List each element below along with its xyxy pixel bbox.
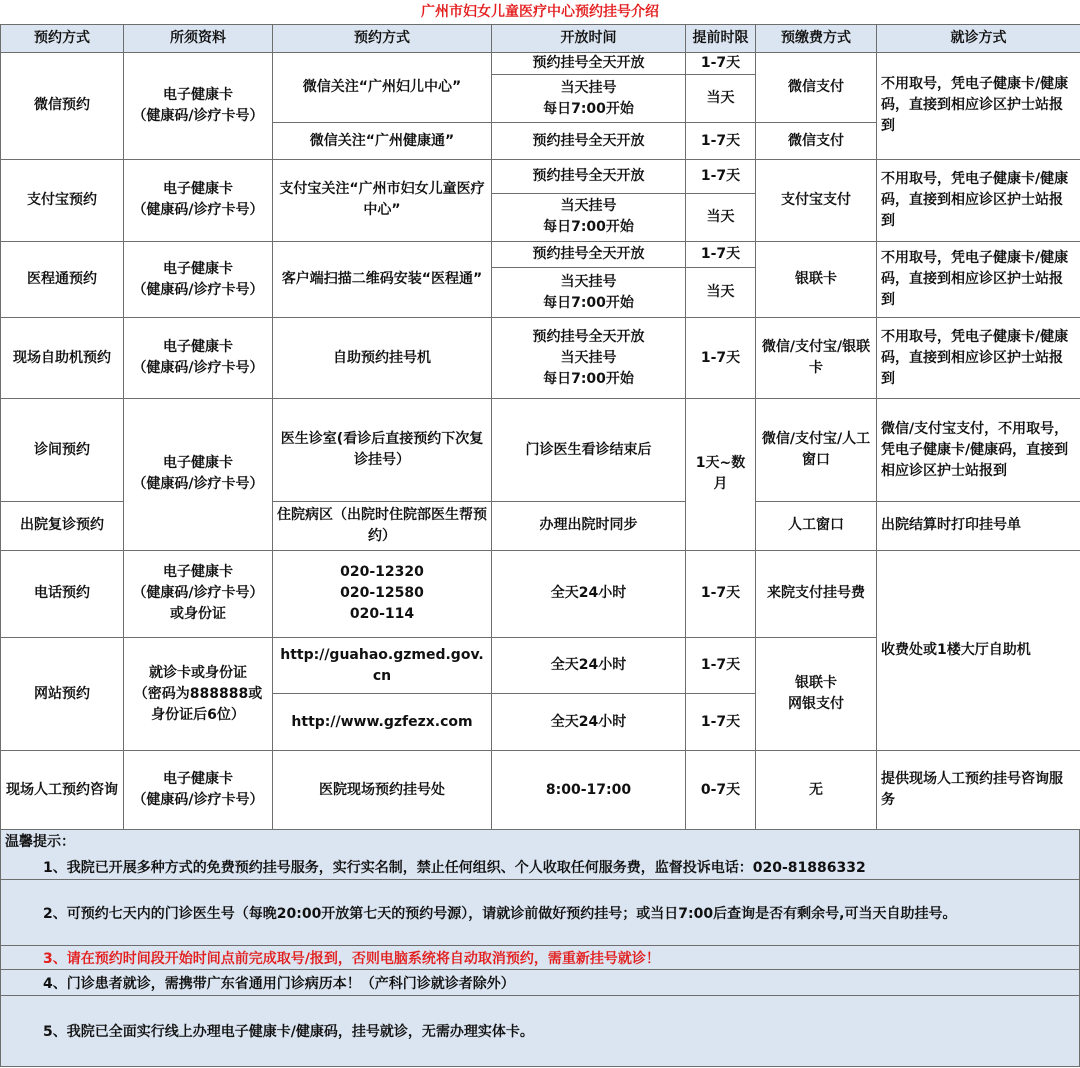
- channel-cell[interactable]: [273, 694, 492, 751]
- open-time-cell: 门诊医生看诊结束后: [492, 398, 686, 502]
- payment-cell: 银联卡: [756, 242, 877, 318]
- table-row: [1, 751, 1080, 830]
- payment-cell: 微信支付: [756, 123, 877, 159]
- note-4-text: 4、门诊患者就诊，需携带广东省通用门诊病历本！（产科门诊就诊者除外）: [43, 975, 515, 992]
- advance-cell: 1-7天: [686, 159, 756, 193]
- web-link-guahao[interactable]: http://guahao.gzmed.gov.cn: [280, 646, 484, 684]
- open-time-cell: 8:00-17:00: [492, 751, 686, 830]
- open-time-cell: 预约挂号全天开放: [492, 53, 686, 75]
- header-method: 预约方式: [1, 25, 124, 53]
- open-time-cell: 办理出院时同步: [492, 502, 686, 550]
- page-title: 广州市妇女儿童医疗中心预约挂号介绍: [421, 4, 659, 20]
- payment-cell: 支付宝支付: [756, 159, 877, 241]
- advance-cell: 1-7天: [686, 318, 756, 398]
- visit-cell: 出院结算时打印挂号单: [877, 502, 1080, 550]
- advance-cell: 1-7天: [686, 550, 756, 637]
- header-advance: 提前时限: [686, 25, 756, 53]
- visit-cell: 微信/支付宝支付，不用取号，凭电子健康卡/健康码，直接到相应诊区护士站报到: [877, 398, 1080, 502]
- open-time-cell: 预约挂号全天开放 当天挂号 每日7:00开始: [492, 318, 686, 398]
- table-row: [1, 159, 1080, 193]
- channel-cell: 医生诊室(看诊后直接预约下次复诊挂号）: [273, 398, 492, 502]
- web-link-gzfezx[interactable]: http://www.gzfezx.com: [291, 713, 473, 730]
- header-open-time: 开放时间: [492, 25, 686, 53]
- appointment-table: [0, 24, 1080, 830]
- advance-cell: 1-7天: [686, 123, 756, 159]
- table-row: [1, 242, 1080, 268]
- note-1-text: 1、我院已开展多种方式的免费预约挂号服务，实行实名制，禁止任何组织、个人收取任何服务费，监督投诉电话：020-81886332: [43, 859, 866, 876]
- method-cell: 医程通预约: [1, 242, 124, 318]
- payment-cell: 微信/支付宝/人工窗口: [756, 398, 877, 502]
- header-payment: 预缴费方式: [756, 25, 877, 53]
- header-channel: 预约方式: [273, 25, 492, 53]
- visit-cell: 不用取号，凭电子健康卡/健康码，直接到相应诊区护士站报到: [877, 53, 1080, 160]
- header-docs: 所须资料: [124, 25, 273, 53]
- open-time-cell: 预约挂号全天开放: [492, 159, 686, 193]
- advance-cell: 1-7天: [686, 242, 756, 268]
- method-cell: 现场人工预约咨询: [1, 751, 124, 830]
- docs-cell: 电子健康卡 （健康码/诊疗卡号） 或身份证: [124, 550, 273, 637]
- payment-cell: 人工窗口: [756, 502, 877, 550]
- visit-cell: 收费处或1楼大厅自助机: [877, 550, 1080, 751]
- open-time-cell: 当天挂号 每日7:00开始: [492, 193, 686, 241]
- note-2-text: 2、可预约七天内的门诊医生号（每晚20:00开放第七天的预约号源），请就诊前做好预约挂号；或当日7:00后查询是否有剩余号,可当天自助挂号。: [43, 905, 957, 922]
- advance-cell: 0-7天: [686, 751, 756, 830]
- advance-cell: 当天: [686, 268, 756, 318]
- visit-cell: 提供现场人工预约挂号咨询服务: [877, 751, 1080, 830]
- payment-cell: 银联卡 网银支付: [756, 637, 877, 751]
- channel-cell: 微信关注“广州妇儿中心”: [273, 53, 492, 123]
- channel-cell: 支付宝关注“广州市妇女儿童医疗中心”: [273, 159, 492, 241]
- open-time-cell: 预约挂号全天开放: [492, 242, 686, 268]
- method-cell: 微信预约: [1, 53, 124, 160]
- visit-cell: 不用取号，凭电子健康卡/健康码，直接到相应诊区护士站报到: [877, 242, 1080, 318]
- docs-cell: 电子健康卡 （健康码/诊疗卡号）: [124, 53, 273, 160]
- docs-cell: 电子健康卡 （健康码/诊疗卡号）: [124, 159, 273, 241]
- channel-cell: 020-12320 020-12580 020-114: [273, 550, 492, 637]
- payment-cell: 微信支付: [756, 53, 877, 123]
- advance-cell: 当天: [686, 75, 756, 123]
- advance-cell: 当天: [686, 193, 756, 241]
- method-cell: 电话预约: [1, 550, 124, 637]
- payment-cell: 微信/支付宝/银联卡: [756, 318, 877, 398]
- open-time-cell: 当天挂号 每日7:00开始: [492, 268, 686, 318]
- payment-cell: 来院支付挂号费: [756, 550, 877, 637]
- open-time-cell: 全天24小时: [492, 694, 686, 751]
- channel-cell: 医院现场预约挂号处: [273, 751, 492, 830]
- open-time-cell: 全天24小时: [492, 637, 686, 693]
- advance-cell: 1-7天: [686, 53, 756, 75]
- note-1: [0, 854, 1080, 880]
- note-5: [0, 996, 1080, 1067]
- visit-cell: 不用取号，凭电子健康卡/健康码，直接到相应诊区护士站报到: [877, 159, 1080, 241]
- channel-cell: 客户端扫描二维码安装“医程通”: [273, 242, 492, 318]
- table-row: [1, 398, 1080, 502]
- note-3-text: 3、请在预约时间段开始时间点前完成取号/报到，否则电脑系统将自动取消预约，需重新挂号就诊！: [43, 950, 660, 967]
- note-2: [0, 880, 1080, 946]
- method-cell: 现场自助机预约: [1, 318, 124, 398]
- open-time-cell: 当天挂号 每日7:00开始: [492, 75, 686, 123]
- method-cell: 网站预约: [1, 637, 124, 751]
- channel-cell: 住院病区（出院时住院部医生帮预约）: [273, 502, 492, 550]
- advance-cell: 1-7天: [686, 694, 756, 751]
- table-row: [1, 318, 1080, 398]
- header-visit: 就诊方式: [877, 25, 1080, 53]
- method-cell: 出院复诊预约: [1, 502, 124, 550]
- docs-cell: 电子健康卡 （健康码/诊疗卡号）: [124, 751, 273, 830]
- visit-cell: 不用取号，凭电子健康卡/健康码，直接到相应诊区护士站报到: [877, 318, 1080, 398]
- advance-cell: 1天~数月: [686, 398, 756, 550]
- notes-title: 温馨提示：: [0, 830, 1080, 854]
- payment-cell: 无: [756, 751, 877, 830]
- table-row: [1, 550, 1080, 637]
- channel-cell[interactable]: [273, 637, 492, 693]
- open-time-cell: 全天24小时: [492, 550, 686, 637]
- note-5-text: 5、我院已全面实行线上办理电子健康卡/健康码，挂号就诊，无需办理实体卡。: [43, 1024, 534, 1040]
- open-time-cell: 预约挂号全天开放: [492, 123, 686, 159]
- table-row: [1, 53, 1080, 75]
- docs-cell: 电子健康卡 （健康码/诊疗卡号）: [124, 318, 273, 398]
- method-cell: 诊间预约: [1, 398, 124, 502]
- docs-cell: 电子健康卡 （健康码/诊疗卡号）: [124, 242, 273, 318]
- note-4: [0, 970, 1080, 996]
- advance-cell: 1-7天: [686, 637, 756, 693]
- docs-cell: 电子健康卡 （健康码/诊疗卡号）: [124, 398, 273, 550]
- method-cell: 支付宝预约: [1, 159, 124, 241]
- note-3-warning: [0, 946, 1080, 970]
- channel-cell: 微信关注“广州健康通”: [273, 123, 492, 159]
- channel-cell: 自助预约挂号机: [273, 318, 492, 398]
- table-header-row: [1, 25, 1080, 53]
- docs-cell: 就诊卡或身份证 （密码为888888或身份证后6位）: [124, 637, 273, 751]
